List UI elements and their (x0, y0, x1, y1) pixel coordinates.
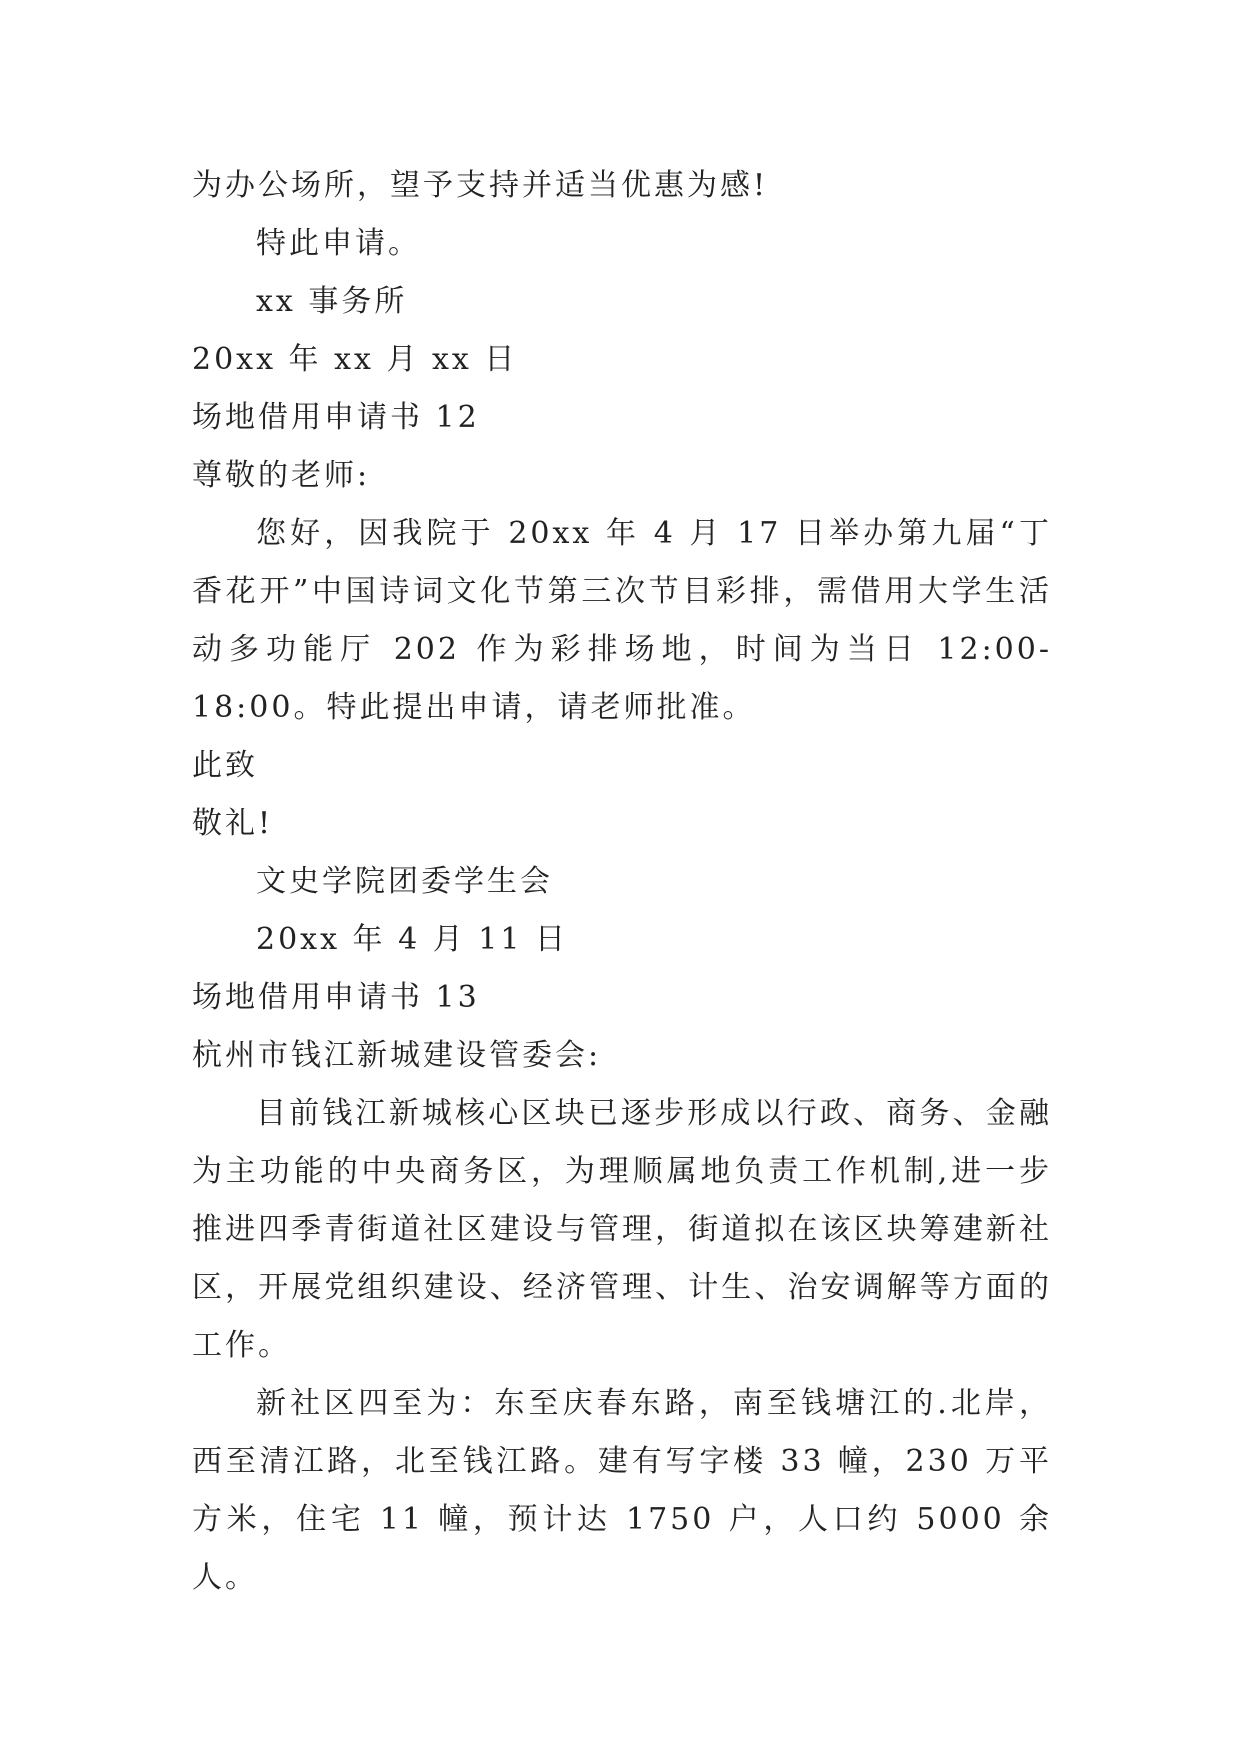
salutation: 杭州市钱江新城建设管委会: (192, 1038, 602, 1073)
date-line: 20xx 年 xx 月 xx 日 (192, 342, 518, 377)
body-paragraph: 新社区四至为：东至庆春东路，南至钱塘江的.北岸，西至清江路，北至钱江路。建有写字楼 33 幢，230 万平方米，住宅 11 幢，预计达 1750 户，人口约 5000 余人。 (192, 1386, 1052, 1595)
body-paragraph: 目前钱江新城核心区块已逐步形成以行政、商务、金融为主功能的中央商务区，为理顺属地负责工作机制,进一步推进四季青街道社区建设与管理，街道拟在该区块筹建新社区，开展党组织建设、经济管理、计生、治安调解等方面的工作。 (192, 1096, 1052, 1363)
date-line: 20xx 年 4 月 11 日 (256, 922, 568, 957)
section-title: 场地借用申请书 12 (192, 400, 480, 435)
section-title: 场地借用申请书 13 (192, 980, 480, 1015)
salutation: 尊敬的老师: (192, 458, 371, 493)
closing-line: 敬礼! (192, 806, 274, 841)
signer-line: 文史学院团委学生会 (256, 864, 553, 899)
signer-line: xx 事务所 (256, 284, 408, 319)
body-paragraph: 您好，因我院于 20xx 年 4 月 17 日举办第九届“丁香花开”中国诗词文化节第三次节目彩排，需借用大学生活动多功能厅 202 作为彩排场地，时间为当日 12:00-18:00。特此提出申请，请老师批准。 (192, 516, 1052, 725)
document-body (192, 157, 1052, 1607)
closing-line: 此致 (192, 748, 258, 783)
text-line: 特此申请。 (256, 226, 421, 261)
text-line: 为办公场所，望予支持并适当优惠为感! (192, 168, 769, 203)
